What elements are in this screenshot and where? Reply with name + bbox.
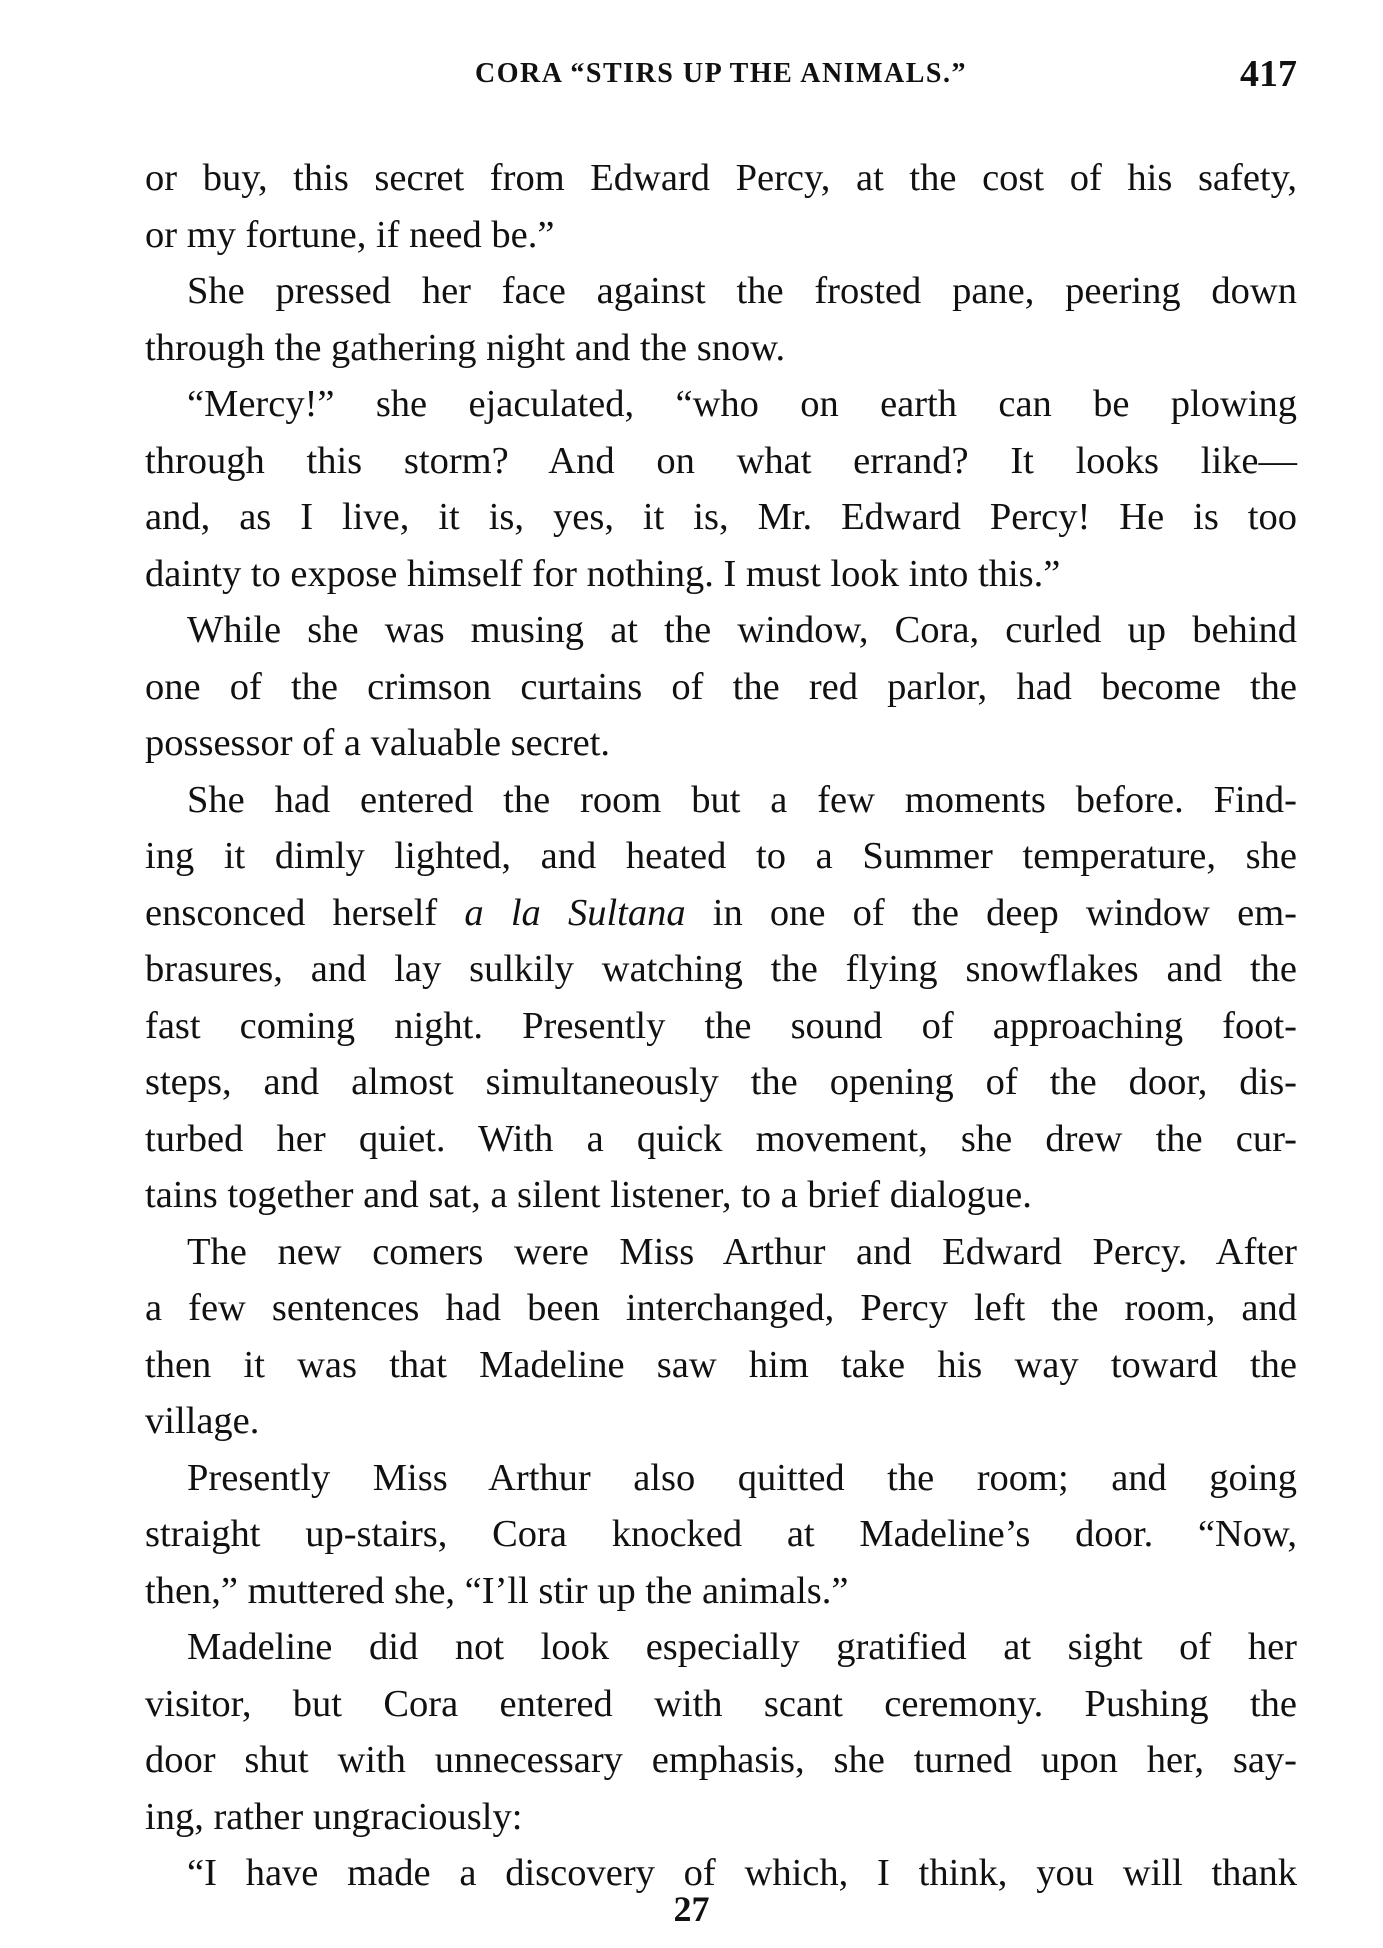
paragraph [145,1450,1297,1620]
text-line: She had entered the room but a few moments before. Find- [187,778,1297,821]
text-line: tains together and sat, a silent listener, to a brief dialogue. [145,1174,1032,1216]
text-line: or my fortune, if need be.” [145,213,555,256]
text-line: steps, and almost simultaneously the opening of the door, dis- [145,1061,1297,1103]
running-head [145,52,1297,102]
text-line: “Mercy!” she ejaculated, “who on earth can be plowing [187,383,1297,425]
text-line: She pressed her face against the frosted pane, peering down [187,270,1297,312]
text-line: dainty to expose himself for nothing. I must look into this.” [145,552,1061,595]
signature-mark: 27 [673,1889,710,1929]
running-title: CORA “STIRS UP THE ANIMALS.” [475,58,967,89]
paragraph [145,376,1297,602]
text-fragment: in one of the deep window em- [712,891,1298,934]
text-line: through this storm? And on what errand? It looks like— [145,439,1297,482]
text-line: ing it dimly lighted, and heated to a Summer temperature, she [145,835,1297,877]
text-line: or buy, this secret from Edward Percy, at the cost of his safety, [145,157,1297,199]
text-line: a few sentences had been interchanged, Percy left the room, and [145,1287,1297,1329]
text-line: straight up-stairs, Cora knocked at Madeline’s door. “Now, [145,1513,1297,1555]
paragraph [145,1619,1297,1845]
text-line: visitor, but Cora entered with scant ceremony. Pushing the [145,1682,1297,1725]
text-line: then,” muttered she, “I’ll stir up the animals.” [145,1569,849,1612]
paragraph [145,263,1297,376]
paragraph [145,602,1297,772]
paragraph [145,772,1297,1224]
paragraph [145,150,1297,263]
text-line: fast coming night. Presently the sound of approaching foot- [145,1004,1297,1047]
text-line: Madeline did not look especially gratified at sight of her [187,1626,1297,1668]
text-line: possessor of a valuable secret. [145,722,611,764]
text-line: brasures, and lay sulkily watching the flying snowflakes and the [145,948,1297,990]
text-line: turbed her quiet. With a quick movement, she drew the cur- [145,1117,1297,1160]
text-line: “I have made a discovery of which, I think, you will thank [187,1852,1297,1894]
paragraph [145,1224,1297,1450]
text-line: then it was that Madeline saw him take his way toward the [145,1343,1297,1386]
text-line: ing, rather ungraciously: [145,1795,523,1838]
page-number: 417 [1240,53,1297,95]
text-line: While she was musing at the window, Cora, curled up behind [187,609,1297,651]
text-line: Presently Miss Arthur also quitted the room; and going [187,1456,1297,1499]
italic-phrase: a la Sultana [464,891,686,934]
body-text [145,150,1297,1902]
text-fragment: ensconced herself [145,891,438,934]
text-line: door shut with unnecessary emphasis, she turned upon her, say- [145,1739,1297,1781]
text-line: and, as I live, it is, yes, it is, Mr. Edward Percy! He is too [145,496,1297,538]
text-line: The new comers were Miss Arthur and Edward Percy. After [187,1230,1297,1273]
text-line-with-italic [145,885,1297,942]
text-line: village. [145,1400,260,1442]
text-line: through the gathering night and the snow. [145,326,786,369]
text-line: one of the crimson curtains of the red parlor, had become the [145,665,1297,708]
